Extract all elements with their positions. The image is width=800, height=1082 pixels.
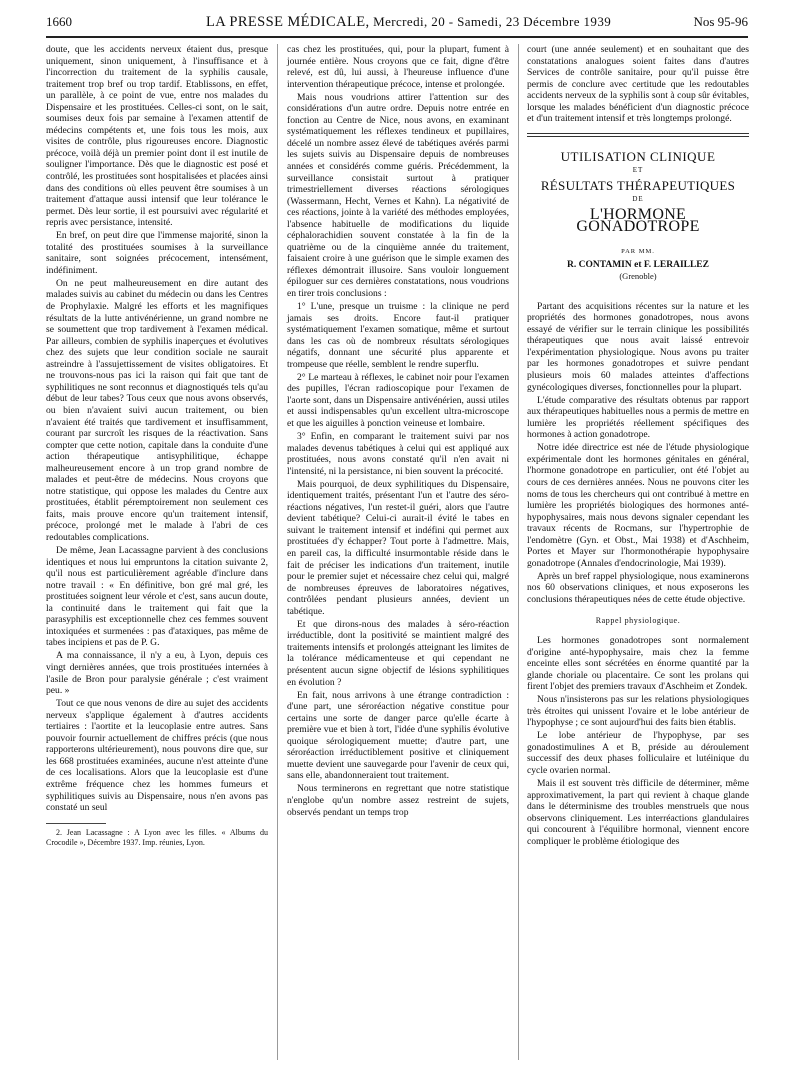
- author-city: (Grenoble): [619, 271, 657, 282]
- article-title-line2: RÉSULTATS THÉRAPEUTIQUES: [540, 177, 736, 193]
- paragraph: Et que dirons-nous des malades à séro-réaction irréductible, dont la positivité se maintient malgré des traitements intensifs et prolongés atteignant les limites de la tolérance médicamenteuse et qui cependant ne présentent aucun signe objectif de lésions syphilitiques en évolution ?: [287, 618, 509, 688]
- article-title-line1: UTILISATION CLINIQUE: [560, 148, 716, 164]
- paragraph: En bref, on peut dire que l'immense majorité, sinon la totalité des prostituées soumises à la surveillance sanitaire, sont soignées précocement, intensément, indéfiniment.: [46, 230, 268, 276]
- article-title-line3: L'HORMONE GONADOTROPE: [576, 206, 700, 235]
- paragraph: Mais pourquoi, de deux syphilitiques du Dispensaire, identiquement traités, présentant l'un et l'autre des séro-réactions négatives, l'un restet-il guéri, alors que l'autre devient tabétique? Celui-ci aurait-il évité le tabes en suivant le traitement intensif et indéfini qui permet aux prostituées d'y échapper? Tout porte à l'admettre. Mais, en pareil cas, la difficulté insurmontable réside dans le fait de préciser les indications d'un traitement, inutile pour le premier sujet et nécessaire chez celui qui, malgré de nombreuses épreuves de laboratoires négatives, contrôlées pendant plusieurs années, devient un tabétique.: [287, 478, 509, 617]
- column-divider: [518, 44, 519, 1060]
- article-title-de: DE: [632, 195, 644, 204]
- byline-par: PAR MM.: [621, 248, 655, 256]
- paragraph: Tout ce que nous venons de dire au sujet des accidents nerveux s'applique également à d'autres accidents tertiaires : l'aortite et la leucoplasie entre autres. Sans pouvoir fournir actuellement de chiffres précis (que nous rapporterons ultérieurement), nous pouvons dire que, sur les 668 prostituées examinées, aucune n'est atteinte d'une de ces localisations. Alors que la leucoplasie est d'une extrême fréquence chez les hommes fumeurs et syphilitiques suivis au Dispensaire, nous n'en avons pas constaté un seul: [46, 698, 268, 814]
- column-divider: [277, 44, 278, 1060]
- column-left: [46, 44, 268, 849]
- journal-name: LA PRESSE MÉDICALE,: [206, 14, 370, 30]
- column-middle: [287, 44, 509, 820]
- article-title-et: ET: [632, 166, 644, 175]
- issue-number: Nos 95-96: [693, 14, 748, 29]
- paragraph: Les hormones gonadotropes sont normalement d'origine anté-hypophysaire, mais chez la femme enceinte elles sont sécrétées en énorme quantité par la glande choriale ou placentaire. Ce sont les prolans qui firent l'objet des premiers travaux d'Aschheim et Zondek.: [527, 635, 749, 693]
- page-number: 1660: [46, 14, 72, 29]
- article-authors: R. CONTAMIN et F. LERAILLEZ: [567, 259, 709, 270]
- paragraph: Mais il est souvent très difficile de déterminer, même approximativement, la part qui revient à chaque glande dans le déterminisme des troubles menstruels que nous observons cliniquement. Les interréactions glandulaires qui concourent à l'équilibre hormonal, viennent encore compliquer le problème étiologique des: [527, 778, 749, 847]
- footnote: 2. Jean Lacassagne : A Lyon avec les filles. « Albums du Crocodile », Décembre 1937. Imp. réunies, Lyon.: [46, 827, 268, 847]
- column-right: [527, 44, 749, 849]
- page-header: [46, 14, 748, 30]
- paragraph: 3° Enfin, en comparant le traitement suivi par nos malades devenus tabétiques à celui qui est appliqué aux prostituées, nous avons constaté qu'il n'en avait ni l'intensité, ni la persistance, ni bien souvent la précocité.: [287, 431, 509, 477]
- paragraph: court (une année seulement) et en souhaitant que des constatations analogues soient faites dans d'autres Services de contrôle sanitaire, pour qu'il puisse être permis de conclure avec certitude que les redoutables accidents nerveux de la syphilis sont à coup sûr évitables, lorsque les malades bénéficient d'un diagnostic précoce et d'un traitement intensif et très longtemps prolongé.: [527, 44, 749, 125]
- paragraph: De même, Jean Lacassagne parvient à des conclusions identiques et nous lui empruntons la citation suivante 2, qu'il nous est particulièrement agréable d'inclure dans notre travail : « En définitive, bon gré mal gré, les prostituées soignent leur vérole et c'est, sans aucun doute, la continuité dans le traitement qui fait que la parasyphilis est exceptionnelle chez ces femmes souvent intoxiquées et surmenées : pas d'ataxiques, pas même de tabes incipiens et pas de P. G.: [46, 545, 268, 649]
- paragraph: A ma connaissance, il n'y a eu, à Lyon, depuis ces vingt dernières années, que trois prostituées internées à l'asile de Bron pour paralysie générale ; c'est vraiment peu. »: [46, 650, 268, 697]
- paragraph: 2° Le marteau à réflexes, le cabinet noir pour l'examen des pupilles, l'écran radioscopique pour l'examen de l'aorte sont, dans un Dispensaire antivénérien, aussi utiles et aussi indispensables qu'un excellent ultra-microscope et que les aiguilles à ponction veineuse et lombaire.: [287, 371, 509, 429]
- paragraph: Mais nous voudrions attirer l'attention sur des considérations d'un autre ordre. Depuis notre entrée en fonction au Centre de Nice, nous avons, en examinant systématiquement les réflexes tendineux et pupillaires, décelé un nombre assez élevé de tabétiques avérés parmi les sujets suivis au Dispensaire depuis de nombreuses années et considérés comme guéris. Précédemment, la surveillance consistait surtout à pratiquer trimestriellement diverses réactions sérologiques (Wassermann, Hecht, Vernes et Kahn). La négativité de ces réactions, jointe à la variété des méthodes employées, l'absence habituelle de modifications du liquide céphalorachidien souvent constatée à la fin de la quatrième ou de la cinquième année du traitement, faisaient croire à une guérison que le simple examen des réflexes démontrait illusoire. Sans vouloir longuement épiloguer sur ces dernières constatations, nous voudrions en tirer trois conclusions :: [287, 91, 509, 299]
- paragraph: Après un bref rappel physiologique, nous examinerons nos 60 observations cliniques, et nous exposerons les conclusions thérapeutiques nées de cette étude objective.: [527, 570, 749, 605]
- footnote-rule: [46, 823, 106, 824]
- paragraph: L'étude comparative des résultats obtenus par rapport aux thérapeutiques habituelles nous a permis de mettre en lumière les propriétés réellement spécifiques des hormones à action gonadotrope.: [527, 394, 749, 441]
- paragraph: On ne peut malheureusement en dire autant des malades suivis au cabinet du médecin ou dans les Centres de Prophylaxie. Malgré les efforts et les magnifiques résultats de la lutte antivénérienne, un grand nombre ne se soumettent que trop tardivement à l'examen médical. Par ailleurs, combien de syphilis inaperçues et évolutives chez des sujets que leur condition sociale ne saurait astreindre à l'assujettissement de visites obligatoires. Et ne trouvons-nous pas ici la raison qui fait que tant de syphilitiques ne sont reconnus et diagnostiqués tels qu'au début de leur tabes? Tous ceux que nous avons observés, ou bien n'avaient suivi aucun traitement, ou bien n'avaient été traités que tardivement et insuffisamment, courant par surcroît les risques de la réactivation. Sans compter que cette notion, capitale dans la conduite d'une action thérapeutique antisyphilitique, échappe malheureusement encore à un trop grand nombre de malades et peut-être de médecins. Nous croyons que notre statistique, qui oppose les malades du Centre aux prostituées, établit péremptoirement non seulement ces faits, mais prouve encore qu'un traitement intensif, précoce, prolongé met le malade à l'abri de ces redoutables complications.: [46, 277, 268, 543]
- paragraph: Le lobe antérieur de l'hypophyse, par ses gonadostimulines A et B, préside au déroulement successif des deux phases folliculaire et lutéinique du cycle ovarien normal.: [527, 730, 749, 777]
- paragraph: 1° L'une, presque un truisme : la clinique ne perd jamais ses droits. Encore faut-il pratiquer systématiquement l'examen somatique, même et surtout dans les cas où de nombreux résultats sérologiques négatifs, donnant une sécurité plus apparente et trompeuse que réelle, semblent le rendre superflu.: [287, 301, 509, 370]
- issue-date: Mercredi, 20 - Samedi, 23 Décembre 1939: [373, 14, 612, 29]
- section-subheading: Rappel physiologique.: [595, 616, 681, 626]
- paragraph: Nous n'insisterons pas sur les relations physiologiques très étroites qui unissent l'ovaire et le lobe antérieur de l'hypophyse ; ce sont aujourd'hui des faits bien établis.: [527, 694, 749, 729]
- section-rule: [527, 133, 749, 137]
- paragraph: doute, que les accidents nerveux étaient dus, presque uniquement, sinon uniquement, à l'insuffisance et à l'incorrection du traitement de la syphilis causale, traitement trop bref ou trop tardif. Etablissons, en effet, un parallèle, à ce point de vue, entre nos malades du Dispensaire et les prostituées. Celles-ci sont, on le sait, soumises deux fois par semaine à l'examen attentif de médecins compétents et, une fois tous les mois, aux visites de contrôle, plus rigoureuses encore. Diagnostic précoce, voilà déjà un premier point dont il est inutile de souligner l'importance. Dès que le diagnostic est posé et contrôlé, les prostituées sont hospitalisées et placées ainsi dans des conditions où elles peuvent être soumises à un traitement d'attaque aussi intensif que leur tolérance le permet. Dès leur sortie, il est poursuivi avec régularité et repris avec persistance, intensité.: [46, 44, 268, 229]
- journal-line: [206, 14, 611, 31]
- paragraph: En fait, nous arrivons à une étrange contradiction : d'une part, une séroréaction négative constitue pour certains une sorte de danger parce qu'elle écarte à première vue et bien à tort, l'idée d'une syphilis évolutive quoique sérologiquement muette; d'autre part, une séroréaction irréductiblement positive et cliniquement muette devient une sauvegarde pour l'avenir de ceux qui, sans elle, abandonneraient tout traitement.: [287, 689, 509, 782]
- paragraph: Nous terminerons en regrettant que notre statistique n'englobe qu'un nombre assez restreint de sujets, observés pendant un temps trop: [287, 783, 509, 818]
- paragraph: Notre idée directrice est née de l'étude physiologique expérimentale dont les hormones génitales en général, l'hormone gonadotrope en particulier, ont été l'objet au cours de ces dernières années. Nous ne pouvons citer les noms de tous les chercheurs qui ont contribué à mettre en lumière les propriétés biologiques des hormones anté-hypophysaires, mais nous devons signaler cependant les travaux récents de Rocmans, sur l'hypertrophie de l'endomètre (Gyn. et Obst., Mai 1938) et d'Aschheim, Portes et Mayer sur l'hormonothérapie hypophysaire gonadotrope (Annales d'endocrinologie, Mai 1939).: [527, 442, 749, 569]
- paragraph: Partant des acquisitions récentes sur la nature et les propriétés des hormones gonadotropes, nous avons essayé de vérifier sur le terrain clinique les possibilités thérapeutiques que nous avait laissé entrevoir l'expérimentation physiologique. Nous avons pu traiter par les hormones gonadotropes et suivre pendant plusieurs mois 60 malades atteintes d'affections gynécologiques diverses, fonctionnelles pour la plupart.: [527, 300, 749, 393]
- header-rule: [46, 36, 748, 38]
- paragraph: cas chez les prostituées, qui, pour la plupart, fument à journée entière. Nous croyons que ce fait, digne d'être relevé, est dû, lui aussi, à l'heureuse influence d'une intervention thérapeutique précoce, intense et prolongée.: [287, 44, 509, 90]
